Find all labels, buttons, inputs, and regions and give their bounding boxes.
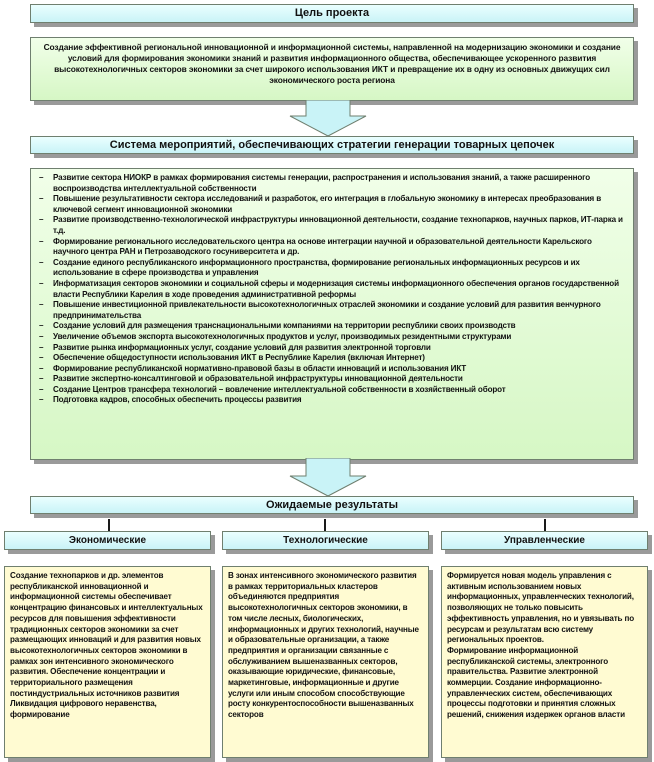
results-column-header [222, 531, 429, 550]
down-arrow-2 [288, 458, 368, 498]
measures-title-box [30, 136, 634, 154]
goal-title-box [30, 4, 634, 23]
measure-item: – Развитие экспертно-консалтинговой и образовательной инфраструктуры инновационной деятельности [37, 374, 627, 385]
goal-text-box [30, 37, 634, 101]
connector-line [108, 519, 110, 531]
measure-item: – Обеспечение общедоступности использования ИКТ в Республике Карелия (включая Интернет) [37, 353, 627, 364]
measure-item: – Развитие сектора НИОКР в рамках формирования системы генерации, распространения и использования знаний, а также расширенного воспроизводства интеллектуальной собственности [37, 173, 627, 194]
goal-text: Создание эффективной региональной инновационной и информационной системы, направленной на модернизацию экономики и создание условий для формирования экономики знаний и развития информационного общества, обеспечивающее ускоренного развития высокотехнологичных секторов экономики за счет широкого использования ИКТ и превращение их в одну из основных движущих сил экономического роста региона [43, 42, 621, 85]
results-column-title: Экономические [68, 535, 147, 546]
connector-line [324, 519, 326, 531]
results-column-body [4, 566, 211, 758]
measure-item: – Создание Центров трансфера технологий – вовлечение интеллектуальной собственности в хозяйственный оборот [37, 385, 627, 396]
results-paragraph: Создание технопарков и др. элементов республиканской инновационной и информационной системы обеспечивает концентрацию финансовых и интеллектуальных ресурсов для повышения эффективности традиционных секторов экономики за счет размещающих инноваций и для развития новых высокотехнологичных секторов экономики в рамках зон интенсивного экономического развития. Обеспечение концентрации и территориального размещения постиндустриальных источников развития Ликвидация цифрового неравенства, формирование [10, 571, 203, 720]
measure-item: – Формирование регионального исследовательского центра на основе интеграции научной и образовательной деятельности Карельского научного центра РАН и Петрозаводского госуниверситета и др. [37, 237, 627, 258]
goal-title: Цель проекта [294, 7, 370, 19]
results-title: Ожидаемые результаты [266, 499, 398, 511]
measure-item: – Подготовка кадров, способных обеспечить процессы развития [37, 395, 627, 406]
results-column-body [222, 566, 429, 758]
measure-item: – Создание единого республиканского информационного пространства, формирование региональных информационных ресурсов и их использование в сфере производства и управления [37, 258, 627, 279]
results-paragraph: В зонах интенсивного экономического развития в рамках территориальных кластеров объединяются предприятия высокотехнологичных секторов экономики, в том числе лесных, биологических, информационных и других технологий, научные и образовательные организации, а также предприятия и организации связанные с обслуживанием вышеназванных секторов, оказывающие юридические, финансовые, маркетинговые, информационные и другие услуги или иным способом способствующие росту конкурентоспособности вышеназванных секторов [228, 571, 419, 720]
measure-item: – Развитие производственно-технологической инфраструктуры инновационной деятельности, создание технопарков, научных парков, ИТ-парка и т.д. [37, 215, 627, 236]
measure-item: – Формирование республиканской нормативно-правовой базы в области инноваций и использования ИКТ [37, 364, 627, 375]
measure-item: – Создание условий для размещения транснациональными компаниями на территории республики своих производств [37, 321, 627, 332]
measure-item: – Информатизация секторов экономики и социальной сферы и модернизация системы информационного обеспечения органов государственной власти Республики Карелия в ходе проведения административной реформы [37, 279, 627, 300]
measures-list [31, 169, 633, 410]
measure-item: – Повышение результативности сектора исследований и разработок, его интеграция в глобальную экономику в интересах преобразования в ключевой сегмент инновационной экономики [37, 194, 627, 215]
results-column-header [441, 531, 648, 550]
measure-item: – Развитие рынка информационных услуг, создание условий для развития электронной торговли [37, 343, 627, 354]
results-column-title: Управленческие [504, 535, 585, 546]
down-arrow-1 [288, 100, 368, 138]
results-column-header [4, 531, 211, 550]
measure-item: – Повышение инвестиционной привлекательности высокотехнологичных отраслей экономики и создание условий для развития венчурного предпринимательства [37, 300, 627, 321]
measures-title: Система мероприятий, обеспечивающих стратегии генерации товарных цепочек [109, 139, 555, 151]
results-paragraph: Формируется новая модель управления с активным использованием новых информационных, управленческих технологий, позволяющих не только повысить эффективность управления, но и увязывать по ресурсам и результатам всю систему региональных проектов. [447, 571, 635, 645]
connector-line [544, 519, 546, 531]
measure-item: – Увеличение объемов экспорта высокотехнологичных продуктов и услуг, производимых резидентными структурами [37, 332, 627, 343]
results-paragraph: Формирование информационной республиканской системы, электронного правительства. Развитие электронной коммерции. Создание информационно-управленческих систем, обеспечивающих процессы подготовки и принятия сложных решений, снижения издержек органов власти [447, 645, 625, 720]
results-column-title: Технологические [283, 535, 368, 546]
measures-list-box [30, 168, 634, 460]
results-column-body [441, 566, 648, 758]
results-title-box [30, 496, 634, 514]
